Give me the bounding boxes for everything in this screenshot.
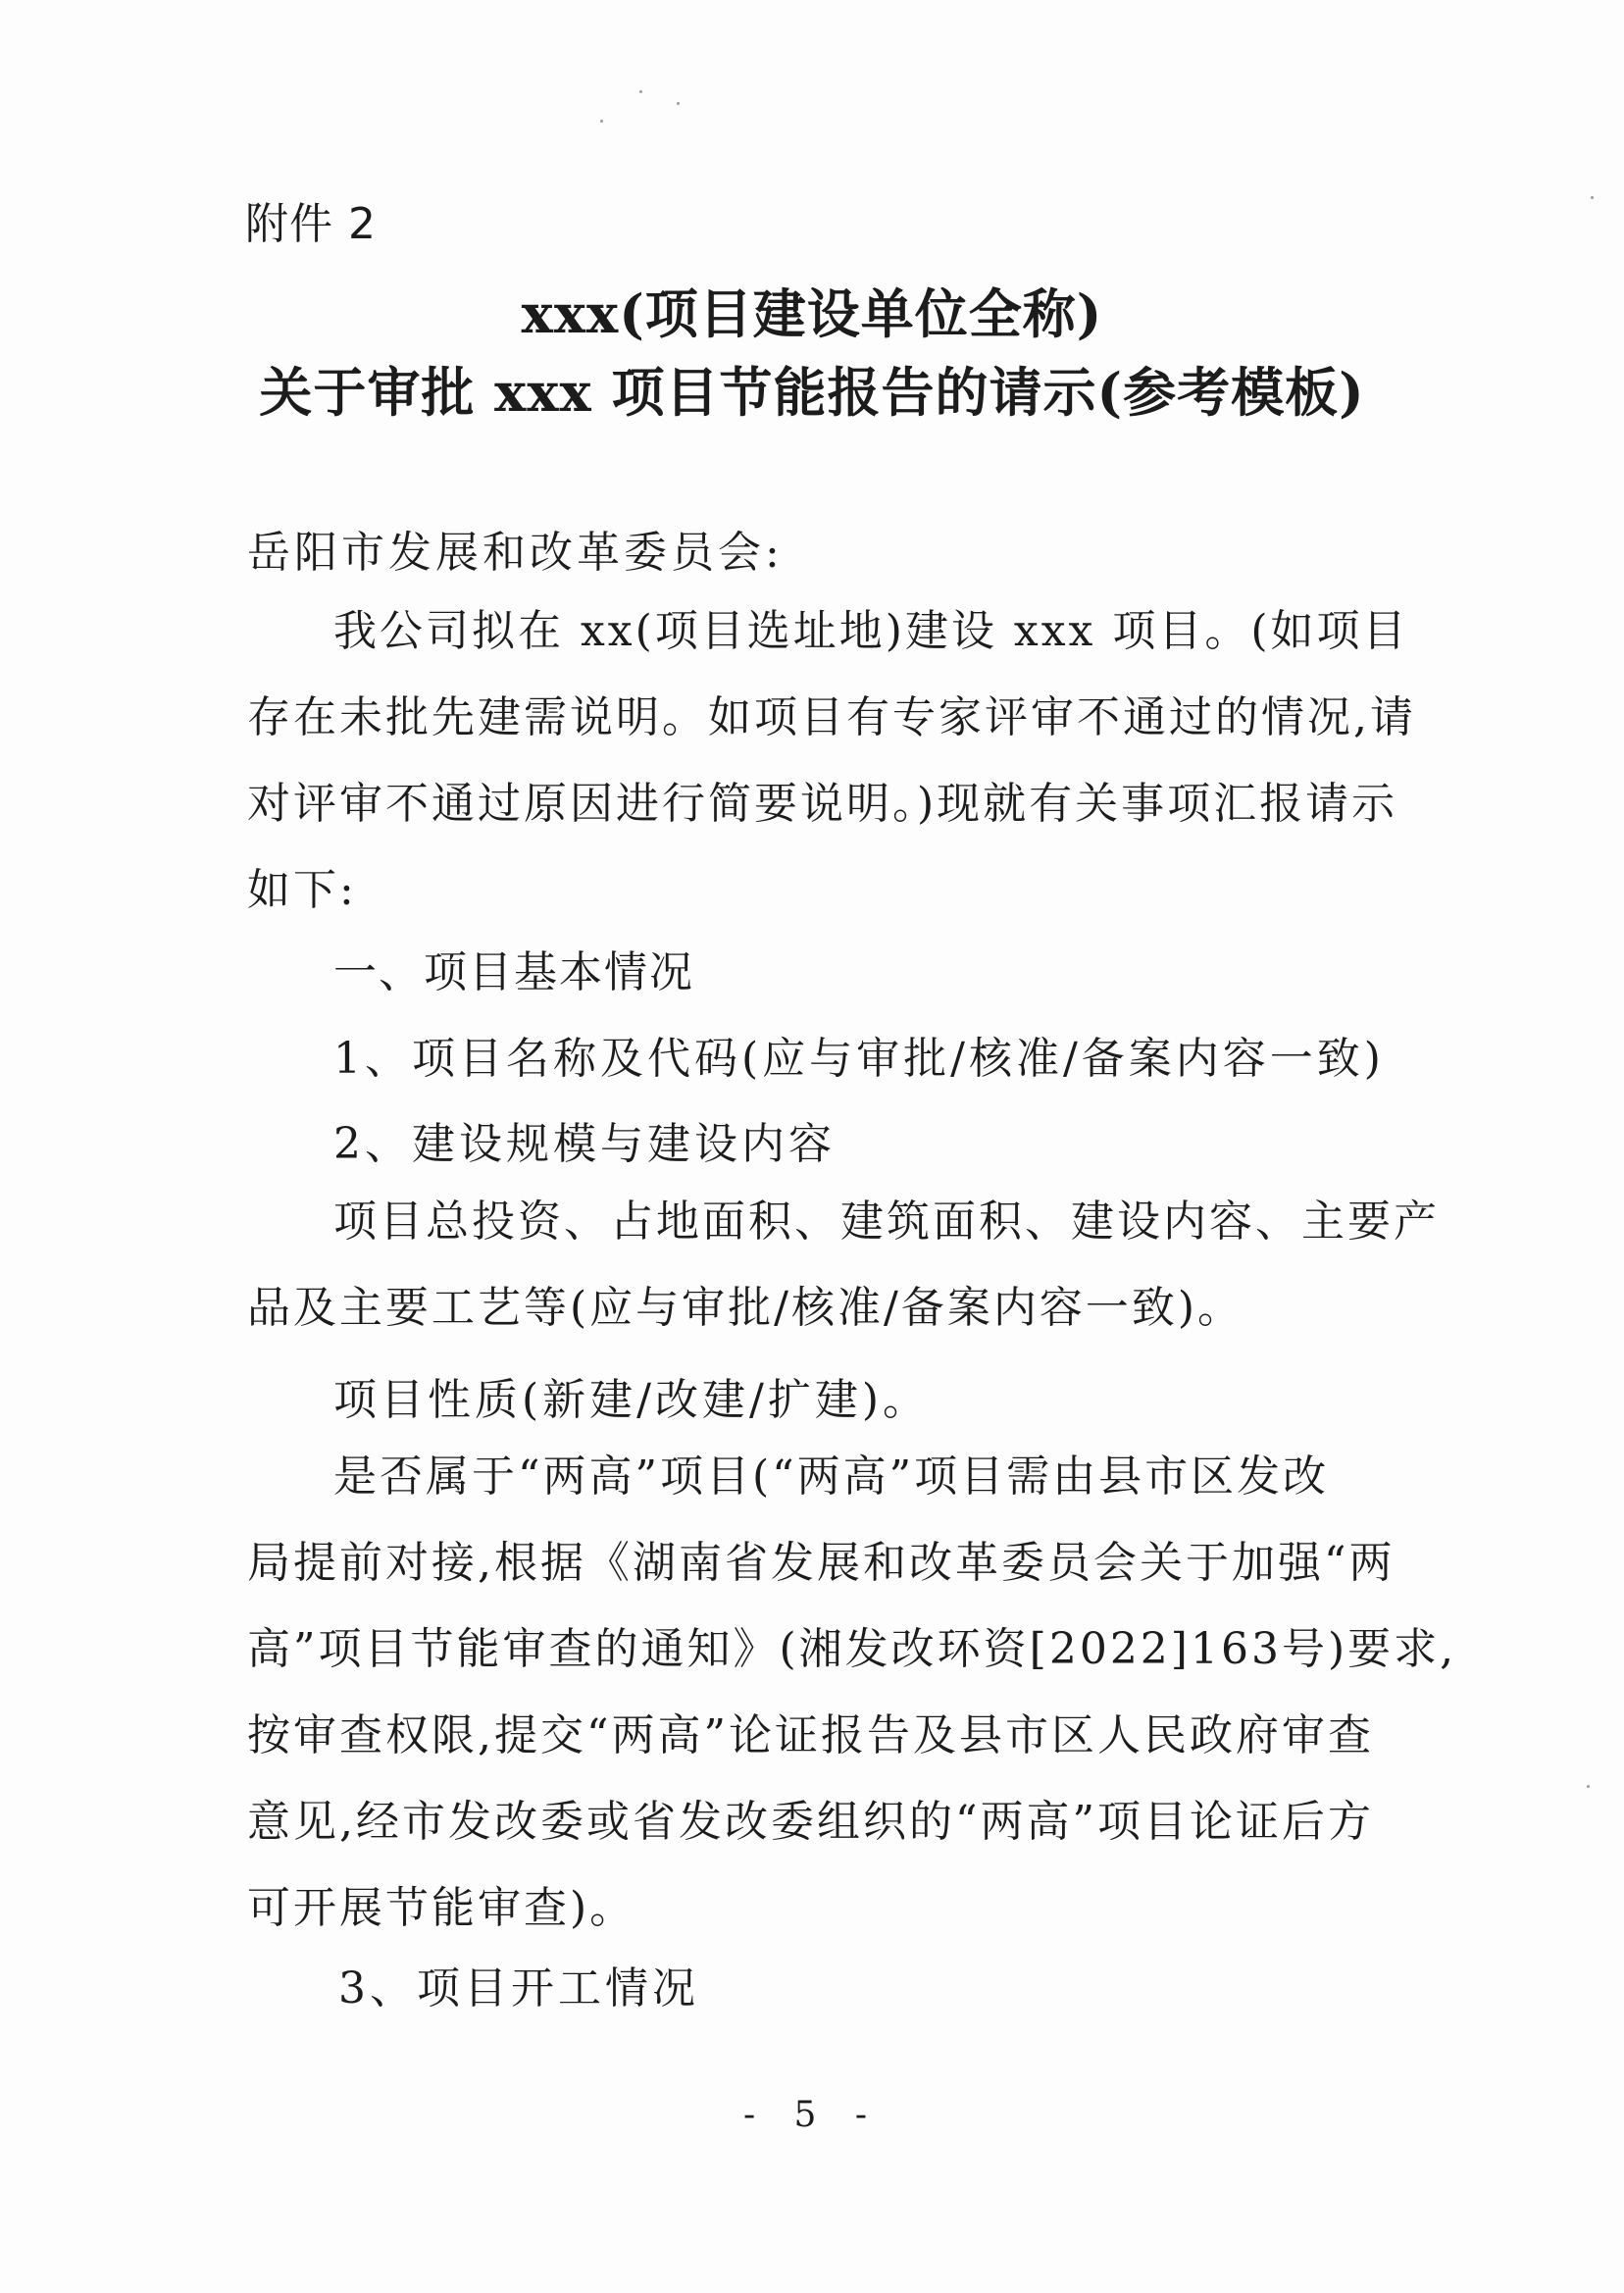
paragraph-line: 高”项目节能审查的通知》(湘发改环资[2022]163号)要求, — [247, 1624, 1457, 1674]
project-nature: 项目性质(新建/改建/扩建)。 — [333, 1375, 930, 1425]
list-item-project-name: 1、项目名称及代码(应与审批/核准/备案内容一致) — [333, 1034, 1385, 1084]
intro-paragraph — [247, 588, 1416, 934]
scan-speck — [677, 102, 680, 105]
paragraph-line: 存在未批先建需说明。如项目有专家评审不通过的情况,请 — [247, 692, 1416, 742]
list-item-construction-start: 3、项目开工情况 — [338, 1963, 699, 2013]
section-heading-basic-info: 一、项目基本情况 — [333, 947, 694, 997]
paragraph-line: 是否属于“两高”项目(“两高”项目需由县市区发改 — [333, 1452, 1330, 1502]
paragraph-line: 按审查权限,提交“两高”论证报告及县市区人民政府审查 — [247, 1710, 1374, 1760]
page-number: - 5 - — [742, 2095, 882, 2135]
paragraph-line: 我公司拟在 xx(项目选址地)建设 xxx 项目。(如项目 — [333, 606, 1409, 656]
scale-paragraph — [247, 1179, 1440, 1351]
paragraph-line: 如下: — [247, 865, 357, 915]
scan-speck — [600, 120, 603, 123]
attachment-label: 附件 2 — [245, 199, 377, 249]
scan-speck — [639, 90, 642, 93]
salutation: 岳阳市发展和改革委员会: — [247, 528, 784, 578]
list-item-scale: 2、建设规模与建设内容 — [333, 1119, 836, 1169]
paragraph-line: 意见,经市发改委或省发改委组织的“两高”项目论证后方 — [247, 1797, 1374, 1847]
document-title-line-1: xxx(项目建设单位全称) — [521, 282, 1103, 345]
paragraph-line: 可开展节能审查)。 — [247, 1883, 636, 1933]
scan-speck — [1587, 1785, 1590, 1788]
paragraph-line: 项目总投资、占地面积、建筑面积、建设内容、主要产 — [333, 1197, 1440, 1247]
paragraph-line: 对评审不通过原因进行简要说明。)现就有关事项汇报请示 — [247, 779, 1398, 829]
paragraph-line: 品及主要工艺等(应与审批/核准/备案内容一致)。 — [247, 1283, 1243, 1333]
document-title-line-2: 关于审批 xxx 项目节能报告的请示(参考模板) — [259, 361, 1365, 424]
paragraph-line: 局提前对接,根据《湖南省发展和改革委员会关于加强“两 — [247, 1538, 1396, 1588]
lianggao-paragraph — [247, 1434, 1457, 1952]
scan-speck — [1591, 196, 1594, 199]
